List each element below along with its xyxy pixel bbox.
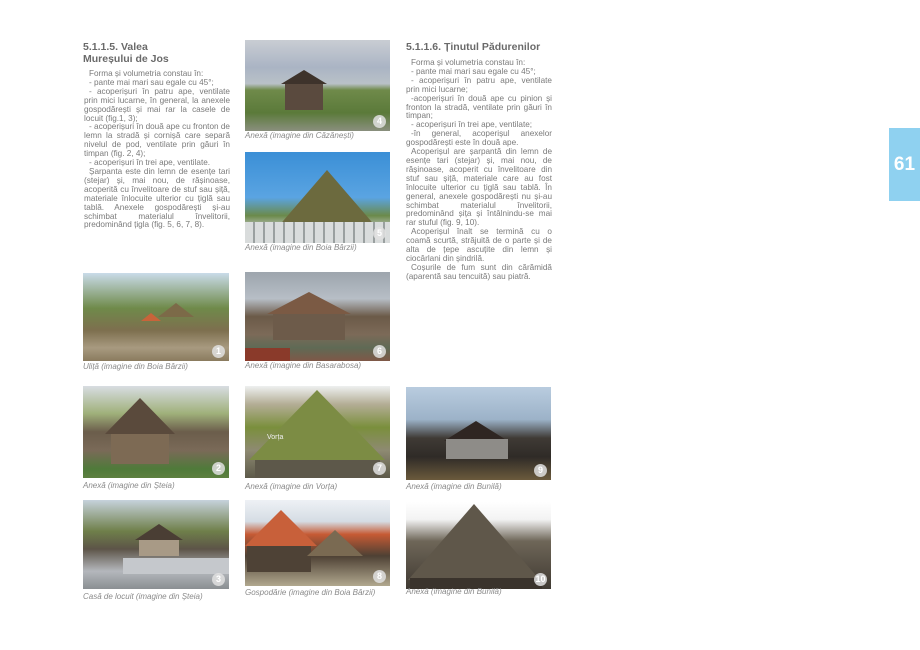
figure-number-badge: 1: [212, 345, 225, 358]
shingle-roof: [267, 292, 351, 314]
barn-wall: [111, 434, 169, 464]
red-gate: [245, 348, 290, 361]
section-title-valea-muresului: [83, 41, 233, 65]
page-number: 61: [893, 154, 916, 175]
figure-1-caption: Uliță (imagine din Boia Bârzii): [83, 362, 188, 371]
figure-10-caption: Anexă (imagine din Bunilă): [406, 587, 502, 596]
figure-number-badge: 7: [373, 462, 386, 475]
section-body-valea-muresului: [84, 70, 230, 230]
section-body-tinutul-padurenilor: [406, 59, 552, 282]
photo-watermark-text: Vorța: [267, 434, 284, 441]
barn-roof: [444, 421, 508, 441]
paragraph: - acoperișuri în două ape cu fronton de lemn la stradă și cornișă care separă nivelul de pod, ventilate prin găuri în timpan (fig. 2, 4);: [84, 122, 230, 159]
paragraph: - acoperișuri în patru ape, ventilate prin mici lucarne, în general, la anexele gospodărești și mai rar la casele de locuit (fig.1, 3);: [84, 86, 230, 123]
figure-9-caption: Anexă (imagine din Bunilă): [406, 482, 502, 491]
section-title-line2: Mureșului de Jos: [83, 53, 169, 65]
tile-roof: [141, 313, 161, 321]
house-roof: [281, 70, 327, 84]
thatched-roof: [277, 170, 377, 228]
paragraph: - pante mai mari sau egale cu 45°;: [411, 66, 536, 76]
figure-number-badge: 4: [373, 115, 386, 128]
figure-5-caption: Anexă (imagine din Boia Bârzii): [245, 243, 357, 252]
barn-wall: [255, 460, 380, 478]
paragraph: - pante mai mari sau egale cu 45°;: [89, 77, 214, 87]
barn-roof: [105, 398, 175, 434]
paragraph: -acoperișuri în două ape cu pinion și fronton la stradă, ventilate prin găuri în timpan;: [406, 93, 552, 121]
barn-wall: [273, 314, 345, 340]
barn-wall: [446, 439, 508, 459]
figure-6-photo: [245, 272, 390, 361]
paragraph: Forma și volumetria constau în:: [411, 58, 526, 67]
picket-fence: [245, 222, 390, 243]
paragraph: - acoperișuri în trei ape, ventilate.: [89, 158, 211, 168]
figure-1-photo: [83, 273, 229, 361]
paragraph: Forma și volumetria constau în:: [89, 69, 204, 78]
figure-number-badge: 9: [534, 464, 547, 477]
figure-10-photo: [406, 502, 551, 589]
figure-7-caption: Anexă (imagine din Vorța): [245, 482, 338, 491]
figure-3-photo: [83, 500, 229, 589]
section-title-tinutul-padurenilor: 5.1.1.6. Ținutul Pădurenilor: [406, 41, 541, 53]
thatched-roof: [307, 530, 363, 556]
house-wall: [285, 82, 323, 110]
paragraph: -în general, acoperișul anexelor gospodărești este în două ape.: [406, 129, 552, 148]
figure-number-badge: 2: [212, 462, 225, 475]
figure-number-badge: 3: [212, 573, 225, 586]
figure-4-caption: Anexă (imagine din Căzănești): [245, 131, 354, 140]
paragraph: Acoperișul înalt se termină cu o coamă scurtă, străjuită de o parte și de alta de țepe ascuțite din lemn și ciocârlani din șindrilă.: [406, 227, 552, 263]
house-wall: [247, 546, 311, 572]
house-wall: [139, 540, 179, 556]
figure-8-photo: [245, 500, 390, 586]
paragraph: Șarpanta este din lemn de esențe tari (stejar) și, mai nou, de rășinoase, acoperită cu învelitoare de stuf sau șiță, materiale înlocuite ulterior cu țiglă sau tablă. Anexele gospodărești și-au schimbat materialul învelitorii, predominând țigla (fig. 5, 6, 7, 8).: [84, 166, 230, 230]
thatched-roof: [158, 303, 194, 317]
moss-thatched-roof: [249, 390, 385, 460]
figure-2-photo: [83, 386, 229, 478]
figure-6-caption: Anexă (imagine din Basarabosa): [245, 361, 362, 370]
figure-number-badge: 10: [535, 574, 546, 584]
figure-8-caption: Gospodărie (imagine din Boia Bârzii): [245, 588, 376, 597]
house-roof: [135, 524, 183, 540]
figure-number-badge: 6: [373, 345, 386, 358]
figure-2-caption: Anexă (imagine din Șteia): [83, 481, 175, 490]
figure-number-badge: 8: [373, 570, 386, 583]
figure-4-photo: [245, 40, 390, 131]
steep-thatched-roof: [408, 504, 540, 580]
paragraph: Coșurile de fum sunt din cărămidă (aparentă sau tencuită) sau piatră.: [406, 262, 552, 281]
paragraph: - acoperișuri în trei ape, ventilate;: [411, 120, 533, 130]
figure-5-photo: [245, 152, 390, 243]
figure-9-photo: [406, 387, 551, 480]
figure-3-caption: Casă de locuit (imagine din Șteia): [83, 592, 203, 601]
figure-7-photo: [245, 386, 390, 478]
page-number-tab: [889, 128, 920, 201]
fence: [123, 558, 229, 574]
section-title-line1: 5.1.1.5. Valea: [83, 41, 148, 53]
paragraph: Acoperișul are șarpantă din lemn de esențe tari (stejar) și, mai nou, de rășinoase, acoperit cu învelitoare din stuf sau șiță, materiale care au fost înlocuite ulterior cu țiglă sau tablă. În general, anexele gospodărești nu și-au schimbat materialul învelitorii, predominând șița și întâlnindu-se mai rar stuful (fig. 9, 10).: [406, 147, 552, 228]
paragraph: - acoperișuri în patru ape, ventilate prin mici lucarne;: [406, 75, 552, 94]
figure-number-badge: 5: [373, 227, 386, 240]
